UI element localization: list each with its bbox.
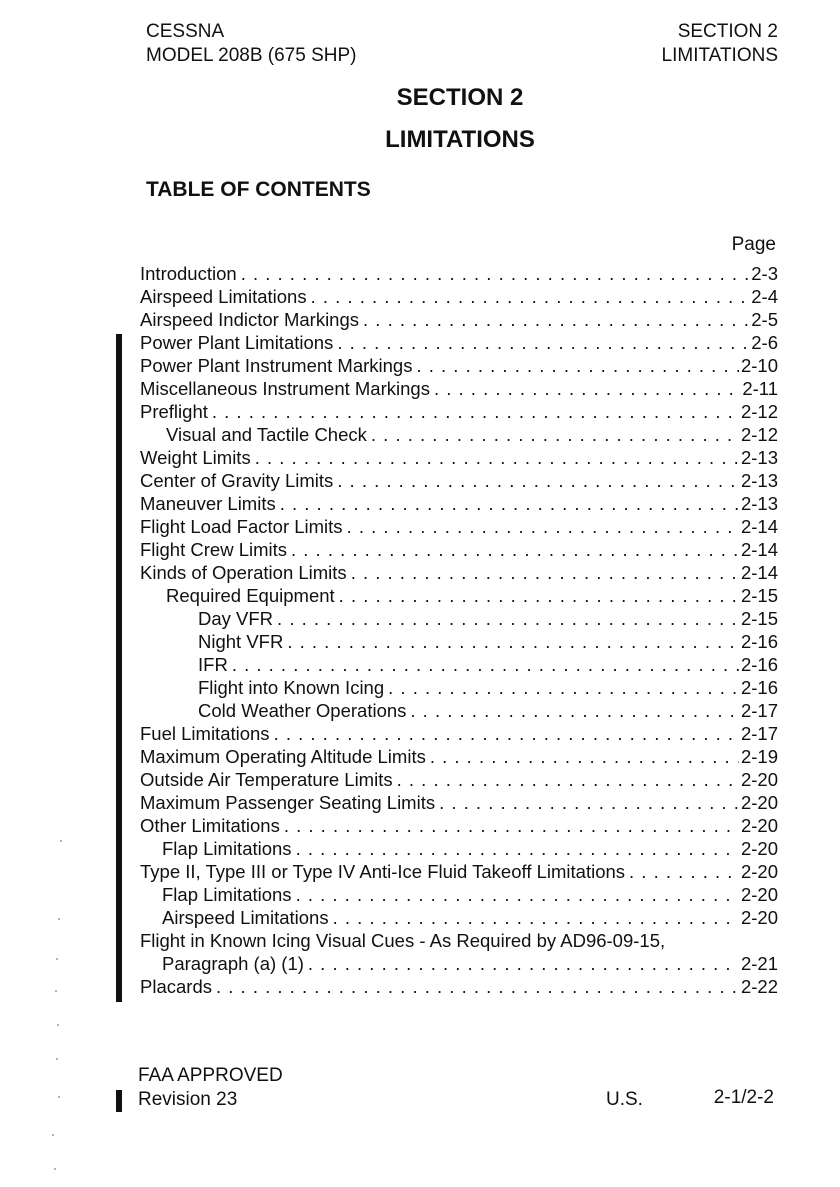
toc-entry[interactable]: Power Plant Instrument Markings . . . 2-10 <box>140 354 778 377</box>
toc-entry[interactable]: Center of Gravity Limits . . . 2-13 <box>140 469 778 492</box>
header-section-name: LIMITATIONS <box>661 45 778 66</box>
toc-entry[interactable]: Weight Limits . . . 2-13 <box>140 446 778 469</box>
toc-entry[interactable]: Outside Air Temperature Limits . . . 2-20 <box>140 768 778 791</box>
toc-entry[interactable]: Power Plant Limitations . . . 2-6 <box>140 331 778 354</box>
footer-region: U.S. <box>606 1089 643 1110</box>
toc-subentry[interactable]: Flap Limitations . . . 2-20 <box>140 883 778 906</box>
toc-entry[interactable]: Flight Load Factor Limits . . . 2-14 <box>140 515 778 538</box>
scan-speck <box>58 918 60 920</box>
revision-change-bar-footer <box>116 1090 122 1112</box>
scan-speck <box>60 840 62 842</box>
toc-subentry[interactable]: IFR . . . 2-16 <box>140 653 778 676</box>
scan-speck <box>58 1096 60 1098</box>
toc-subentry[interactable]: Required Equipment . . . 2-15 <box>140 584 778 607</box>
toc-entry[interactable]: Kinds of Operation Limits . . . 2-14 <box>140 561 778 584</box>
toc-heading: TABLE OF CONTENTS <box>146 178 371 201</box>
toc-entry[interactable]: Flight in Known Icing Visual Cues - As Required by AD96-09-15, <box>140 930 666 951</box>
toc-subentry[interactable]: Flight into Known Icing . . . 2-16 <box>140 676 778 699</box>
revision-change-bar <box>116 334 122 1002</box>
toc-entry-continuation[interactable]: Paragraph (a) (1) . . . 2-21 <box>140 952 778 975</box>
toc-subentry[interactable]: Cold Weather Operations . . . 2-17 <box>140 699 778 722</box>
page-column-label: Page <box>731 234 776 255</box>
toc-entry[interactable]: Miscellaneous Instrument Markings . . . 2-11 <box>140 377 778 400</box>
toc-entry[interactable]: Introduction . . . 2-3 <box>140 262 778 285</box>
toc-subentry[interactable]: Visual and Tactile Check . . . 2-12 <box>140 423 778 446</box>
scan-speck <box>56 1058 58 1060</box>
header-section: SECTION 2 <box>677 21 778 42</box>
scan-speck <box>55 990 57 992</box>
section-title: SECTION 2 <box>396 84 524 111</box>
toc-entry[interactable]: Airspeed Limitations . . . 2-4 <box>140 285 778 308</box>
section-subtitle: LIMITATIONS <box>385 126 535 153</box>
scan-speck <box>52 1134 54 1136</box>
toc-subentry[interactable]: Flap Limitations . . . 2-20 <box>140 837 778 860</box>
toc-entry[interactable]: Maximum Passenger Seating Limits . . . 2-20 <box>140 791 778 814</box>
toc-entry[interactable]: Fuel Limitations . . . 2-17 <box>140 722 778 745</box>
toc-subentry[interactable]: Day VFR . . . 2-15 <box>140 607 778 630</box>
toc-subentry[interactable]: Airspeed Limitations . . . 2-20 <box>140 906 778 929</box>
running-header-left <box>146 20 357 68</box>
toc-subentry[interactable]: Night VFR . . . 2-16 <box>140 630 778 653</box>
toc-entry[interactable]: Flight Crew Limits . . . 2-14 <box>140 538 778 561</box>
footer-approval-block <box>138 1064 283 1112</box>
scan-speck <box>54 1168 56 1170</box>
scan-speck <box>56 958 58 960</box>
footer-page-number: 2-1/2-2 <box>713 1087 774 1108</box>
header-model: MODEL 208B (675 SHP) <box>146 45 357 66</box>
toc-entry[interactable]: Other Limitations . . . 2-20 <box>140 814 778 837</box>
toc-entry[interactable]: Preflight . . . 2-12 <box>140 400 778 423</box>
running-header-right <box>662 20 778 68</box>
toc-entry[interactable]: Type II, Type III or Type IV Anti-Ice Fluid Takeoff Limitations . . . 2-20 <box>140 860 778 883</box>
toc-entry[interactable]: Airspeed Indictor Markings . . . 2-5 <box>140 308 778 331</box>
footer-revision: Revision 23 <box>138 1089 238 1110</box>
scan-speck <box>57 1024 59 1026</box>
toc-entry[interactable]: Maximum Operating Altitude Limits . . . 2-19 <box>140 745 778 768</box>
toc-entry[interactable]: Maneuver Limits . . . 2-13 <box>140 492 778 515</box>
toc-entry[interactable]: Placards . . . 2-22 <box>140 975 778 998</box>
footer-approval: FAA APPROVED <box>138 1065 283 1086</box>
table-of-contents <box>140 262 778 998</box>
header-manufacturer: CESSNA <box>146 21 225 42</box>
